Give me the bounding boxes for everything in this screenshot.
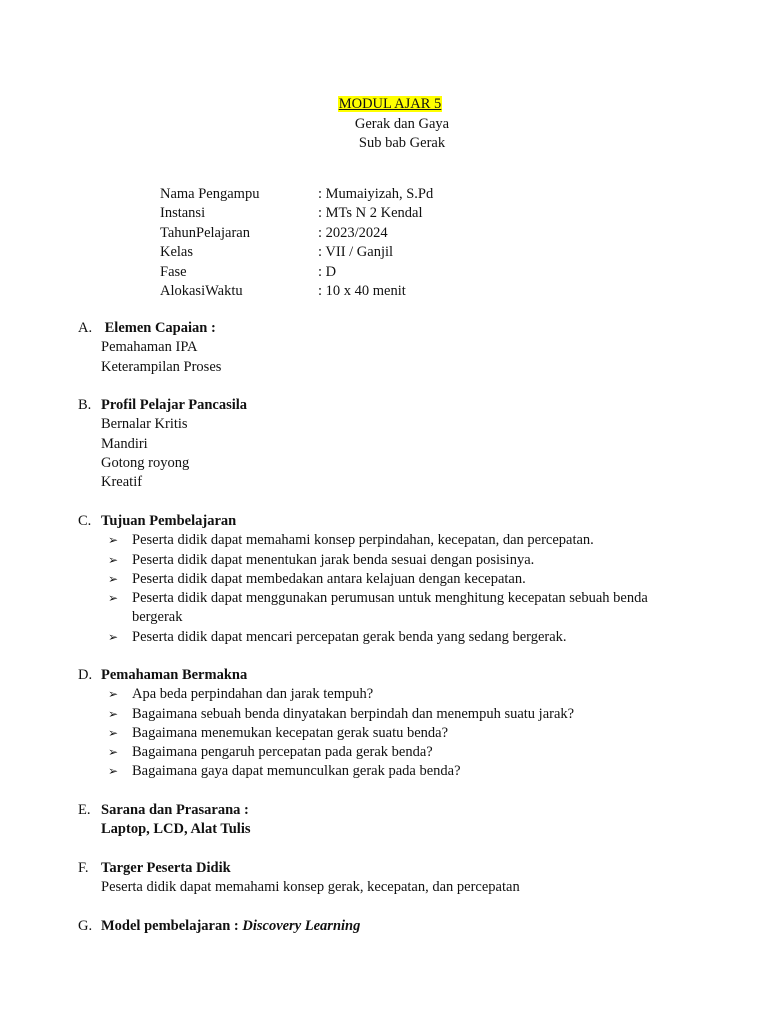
arrowhead-bullet-icon: ➢ — [108, 552, 119, 567]
list-item: Kreatif — [101, 474, 143, 491]
arrowhead-bullet-icon: ➢ — [108, 591, 119, 606]
info-row-teacher: Nama Pengampu : Mumaiyizah, S.Pd — [160, 186, 434, 202]
section-f — [78, 859, 520, 898]
arrowhead-bullet-icon: ➢ — [108, 533, 119, 548]
section-d — [78, 666, 574, 782]
list-item: ➢ Peserta didik dapat membedakan antara kelajuan dengan kecepatan. — [108, 570, 648, 589]
section-heading: D. Pemahaman Bermakna — [78, 667, 248, 683]
arrowhead-bullet-icon: ➢ — [108, 725, 119, 740]
section-heading: G. Model pembelajaran : Discovery Learning — [78, 918, 361, 934]
arrowhead-bullet-icon: ➢ — [108, 706, 119, 721]
arrowhead-bullet-icon: ➢ — [108, 764, 119, 779]
list-item: Keterampilan Proses — [101, 358, 222, 375]
info-row-class: Kelas : VII / Ganjil — [160, 244, 394, 261]
list-item: ➢ Bagaimana menemukan kecepatan gerak suatu benda? — [108, 724, 574, 743]
section-a — [78, 319, 221, 377]
info-row-time: AlokasiWaktu : 10 x 40 menit — [160, 282, 406, 299]
info-row-institution: Instansi : MTs N 2 Kendal — [160, 205, 423, 222]
section-heading: E. Sarana dan Prasarana : — [78, 802, 249, 818]
list-item: ➢ Peserta didik dapat memahami konsep perpindahan, kecepatan, dan percepatan. — [108, 531, 648, 550]
list-item: Bernalar Kritis — [101, 416, 188, 433]
document-subtitle-subtopic: Sub bab Gerak — [358, 135, 446, 151]
list-item: Laptop, LCD, Alat Tulis — [101, 821, 251, 838]
list-item: Peserta didik dapat memahami konsep gerak, kecepatan, dan percepatan — [101, 879, 520, 896]
arrowhead-bullet-icon: ➢ — [108, 629, 119, 644]
list-item: ➢ Apa beda perpindahan dan jarak tempuh? — [108, 685, 574, 704]
section-heading: F. Targer Peserta Didik — [78, 860, 231, 876]
list-item: ➢ Peserta didik dapat menggunakan perumusan untuk menghitung kecepatan sebuah benda bergerak — [108, 590, 648, 626]
section-b — [78, 396, 247, 492]
learning-model-name: Discovery Learning — [242, 918, 361, 934]
section-g — [78, 917, 360, 936]
info-row-year: TahunPelajaran : 2023/2024 — [160, 224, 388, 241]
document-subtitle-topic: Gerak dan Gaya — [354, 116, 450, 132]
info-row-phase: Fase : D — [160, 263, 337, 280]
list-item: ➢ Peserta didik dapat mencari percepatan gerak benda yang sedang bergerak. — [108, 628, 648, 647]
section-heading: B. Profil Pelajar Pancasila — [78, 397, 248, 413]
arrowhead-bullet-icon: ➢ — [108, 687, 119, 702]
document-title: MODUL AJAR 5 — [338, 96, 442, 112]
arrowhead-bullet-icon: ➢ — [108, 745, 119, 760]
section-heading: C. Tujuan Pembelajaran — [78, 513, 237, 529]
list-item: ➢ Bagaimana pengaruh percepatan pada gerak benda? — [108, 743, 574, 762]
list-item: ➢ Bagaimana sebuah benda dinyatakan berpindah dan menempuh suatu jarak? — [108, 705, 574, 724]
list-item: ➢ Bagaimana gaya dapat memunculkan gerak pada benda? — [108, 762, 574, 781]
arrowhead-bullet-icon: ➢ — [108, 571, 119, 586]
section-e — [78, 801, 251, 840]
section-heading: A. Elemen Capaian : — [78, 320, 216, 336]
list-item: Mandiri — [101, 435, 148, 452]
list-item: ➢ Peserta didik dapat menentukan jarak benda sesuai dengan posisinya. — [108, 551, 648, 570]
identity-table — [160, 185, 433, 301]
list-item: Pemahaman IPA — [101, 339, 198, 356]
section-c — [78, 512, 648, 647]
list-item: Gotong royong — [101, 454, 190, 471]
